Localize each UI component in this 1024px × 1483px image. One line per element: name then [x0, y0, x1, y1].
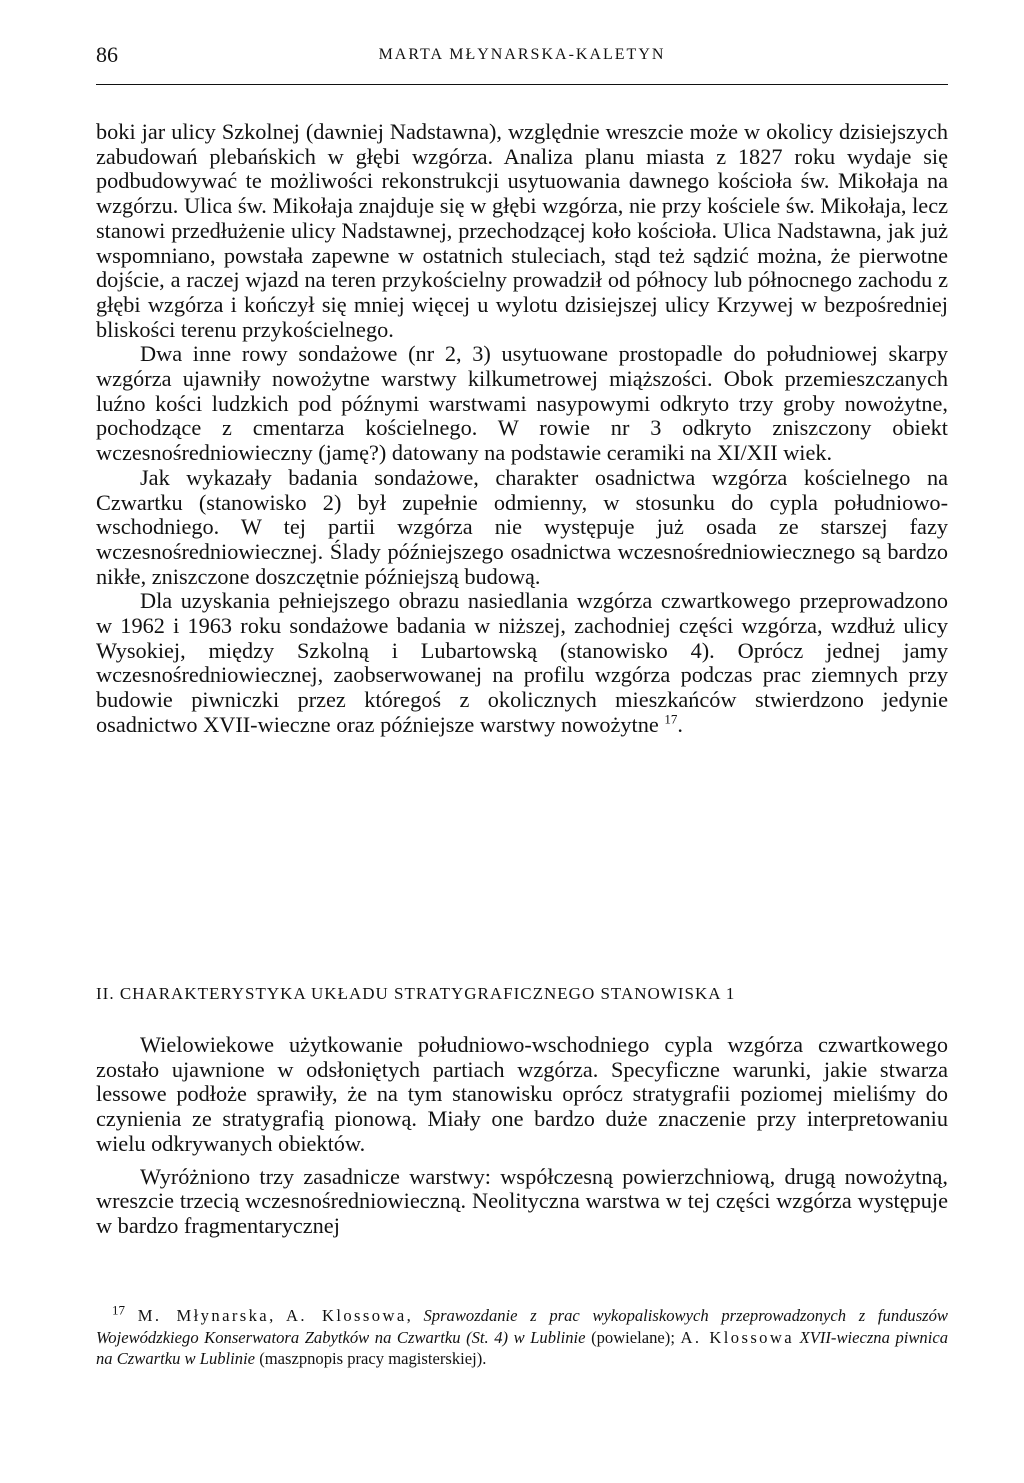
- paragraph-text: Dla uzyskania pełniejszego obrazu nasiedlania wzgórza czwartkowego przeprowadzono w 1962 i 1963 roku sondażowe badania w niższej, zachodniej części wzgórza, wzdłuż ulicy Wysokiej, między Szkolną i Lubartowską (stanowisko 4). Oprócz jednej jamy wczesnośredniowiecznej, zaobserwowanej na profilu wzgórza podczas prac ziemnych przy budowie piwniczki przez któregoś z okolicznych mieszkańców stwierdzono jedynie osadnictwo XVII-wieczne oraz późniejsze warstwy nowożytne: [96, 588, 948, 737]
- footnote-note: (powielane);: [585, 1327, 681, 1347]
- paragraph: Wyróżniono trzy zasadnicze warstwy: współczesną powierzchniową, drugą nowożytną, wreszcie trzecią wczesnośredniowieczną. Neolityczna warstwa w tej części wzgórza występuje w bardzo fragmentarycznej: [96, 1163, 948, 1238]
- footnote: [96, 1302, 949, 1370]
- footnote-number: 17: [112, 1302, 125, 1318]
- footnote-author: M. Młynarska: [137, 1306, 270, 1325]
- paragraph: Dwa inne rowy sondażowe (nr 2, 3) usytuowane prostopadle do południowej skarpy wzgórza ujawniły nowożytne warstwy kilkumetrowej miąższości. Obok przemieszczanych luźno kości ludzkich pod późnymi warstwami nasypowymi odkryto trzy groby nowożytne, pochodzące z cmentarza kościelnego. W rowie nr 3 odkryto zniszczony obiekt wczesnośredniowieczny (jamę?) datowany na podstawie ceramiki na XI/XII wiek.: [96, 341, 948, 466]
- running-head: MARTA MŁYNARSKA-KALETYN: [378, 46, 666, 63]
- footnote-author: A. Klossowa: [285, 1306, 407, 1325]
- footnote-separator: ,: [269, 1306, 286, 1325]
- header-rule: [96, 84, 948, 85]
- body-text: [96, 120, 948, 738]
- page-number: 86: [96, 42, 118, 67]
- footnote-note: (maszpnopis pracy magisterskiej).: [255, 1349, 487, 1368]
- section-heading: II. CHARAKTERYSTYKA UKŁADU STRATYGRAFICZNEGO STANOWISKA 1: [96, 984, 736, 1003]
- paragraph: [96, 589, 948, 737]
- paragraph: boki jar ulicy Szkolnej (dawniej Nadstawna), względnie wreszcie może w okolicy dzisiejszych zabudowań plebańskich w głębi wzgórza. Analiza planu miasta z 1827 roku wydaje się podbudowywać te możliwości rekonstrukcji usytuowania dawnego kościoła św. Mikołaja na wzgórzu. Ulica św. Mikołaja znajduje się w głębi wzgórza, nie przy kościele św. Mikołaja, lecz stanowi przedłużenie ulicy Nadstawnej, przechodzącej koło kościoła. Ulica Nadstawna, jak już wspomniano, powstała zapewne w ostatnich stuleciach, stąd też sądzić można, że pierwotne dojście, a raczej wjazd na teren przykościelny prowadził od północy lub północnego zachodu z głębi wzgórza i kończył się mniej więcej u wylotu dzisiejszej ulicy Krzywej w bezpośredniej bliskości terenu przykościelnego.: [96, 119, 948, 342]
- footnote-title: XVII-wieczna piwnica na Czwartku w Lublinie: [96, 1327, 948, 1368]
- section-body: [96, 1033, 948, 1239]
- paragraph: Wielowiekowe użytkowanie południowo-wschodniego cypla wzgórza czwartkowego zostało ujawnione w odsłoniętych partiach wzgórza. Specyficzne warunki, jakie stwarza lessowe podłoże sprawiły, że na tym stanowisku oprócz stratygrafii poziomej mieliśmy do czynienia ze stratygrafią pionową. Miały one bardzo duże znaczenie przy interpretowaniu wielu odkrywanych obiektów.: [96, 1032, 948, 1156]
- footnote-title: Sprawozdanie z prac wykopaliskowych przeprowadzonych z funduszów Wojewódzkiego Konserwatora Zabytków na Czwartku (St. 4) w Lublinie: [96, 1306, 949, 1347]
- paragraph: Jak wykazały badania sondażowe, charakter osadnictwa wzgórza kościelnego na Czwartku (stanowisko 2) był zupełnie odmienny, w stosunku do cypla południowo-wschodniego. W tej partii wzgórza nie występuje już osada ze starszej fazy wczesnośredniowiecznej. Ślady późniejszego osadnictwa wczesnośredniowiecznego są bardzo nikłe, zniszczone doszczętnie późniejszą budową.: [96, 464, 948, 589]
- footnote-reference-trail: .: [677, 711, 683, 737]
- page-header: [96, 34, 948, 92]
- footnote-separator: ,: [406, 1306, 424, 1325]
- footnote-author: A. Klossowa: [680, 1327, 795, 1347]
- footnote-reference: 17: [664, 711, 678, 727]
